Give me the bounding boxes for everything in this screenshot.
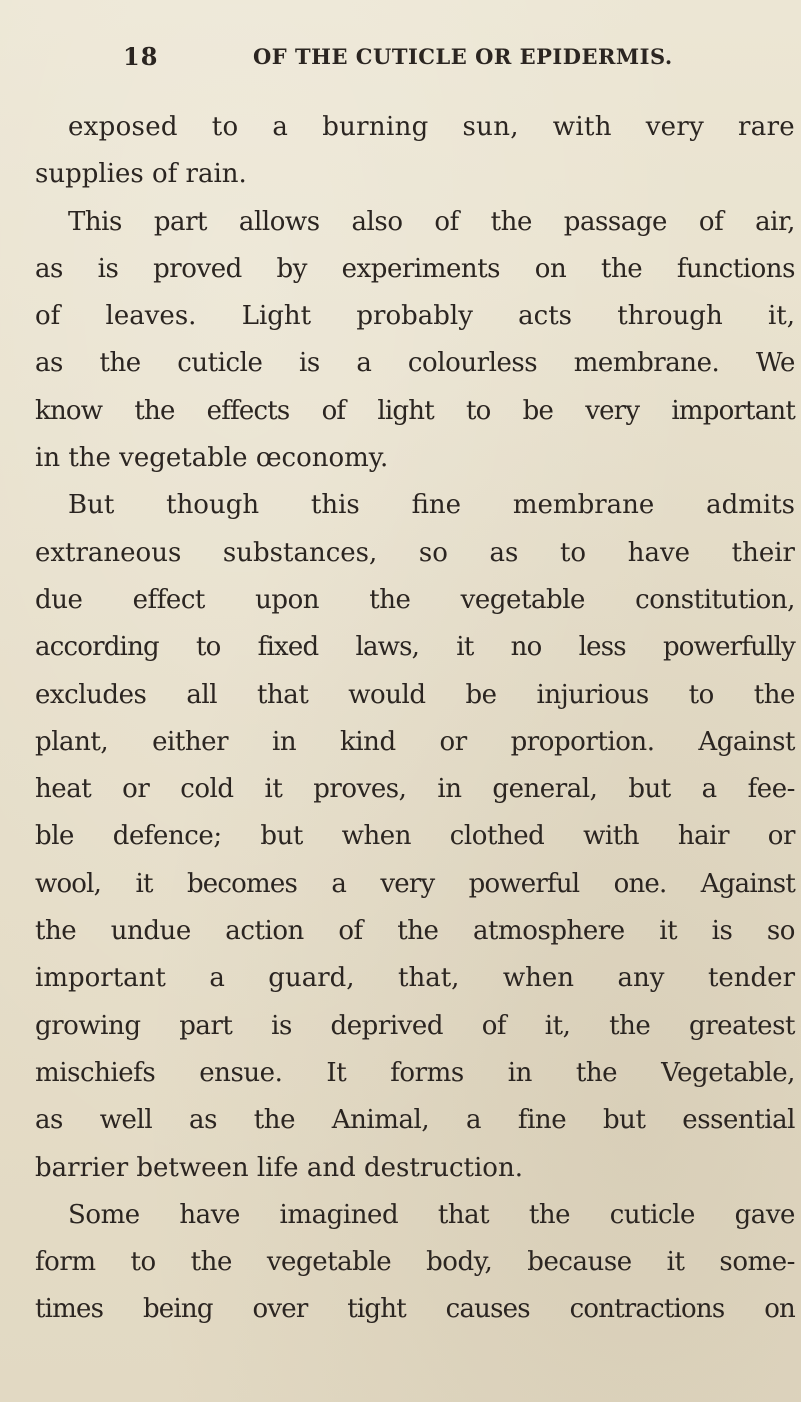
text-line: of leaves. Light probably acts through it,: [35, 301, 795, 332]
text-line: as the cuticle is a colourless membrane. We: [35, 348, 795, 379]
text-line: as well as the Animal, a fine but essential: [35, 1105, 795, 1136]
text-line: times being over tight causes contractions on: [35, 1294, 795, 1325]
text-line: plant, either in kind or proportion. Against: [35, 726, 795, 757]
text-line: form to the vegetable body, because it some-: [35, 1247, 795, 1278]
body-text: [35, 104, 795, 1334]
text-line: wool, it becomes a very powerful one. Against: [35, 868, 795, 899]
text-line: growing part is deprived of it, the greatest: [35, 1010, 795, 1041]
text-line: But though this fine membrane admits: [68, 490, 795, 521]
text-line: This part allows also of the passage of air,: [68, 206, 795, 237]
text-line: important a guard, that, when any tender: [35, 963, 795, 994]
running-head: [0, 42, 801, 76]
running-head-title: OF THE CUTICLE OR EPIDERMIS.: [253, 44, 673, 69]
text-line: supplies of rain.: [35, 159, 247, 190]
text-line: due effect upon the vegetable constitution,: [35, 584, 795, 615]
text-line: heat or cold it proves, in general, but a fee-: [35, 774, 795, 805]
text-line: excludes all that would be injurious to the: [35, 679, 795, 710]
text-line: in the vegetable œconomy.: [35, 443, 389, 474]
text-line: the undue action of the atmosphere it is so: [35, 916, 795, 947]
text-line: Some have imagined that the cuticle gave: [68, 1199, 795, 1230]
page-number: 18: [123, 42, 159, 71]
text-line: according to fixed laws, it no less powerfully: [35, 632, 795, 663]
text-line: exposed to a burning sun, with very rare: [68, 112, 795, 142]
text-line: mischiefs ensue. It forms in the Vegetable,: [35, 1057, 795, 1088]
text-line: barrier between life and destruction.: [35, 1152, 523, 1183]
text-line: ble defence; but when clothed with hair or: [35, 821, 795, 852]
text-line: extraneous substances, so as to have their: [35, 537, 795, 568]
text-line: know the effects of light to be very important: [35, 395, 795, 426]
text-line: as is proved by experiments on the functions: [35, 253, 795, 284]
